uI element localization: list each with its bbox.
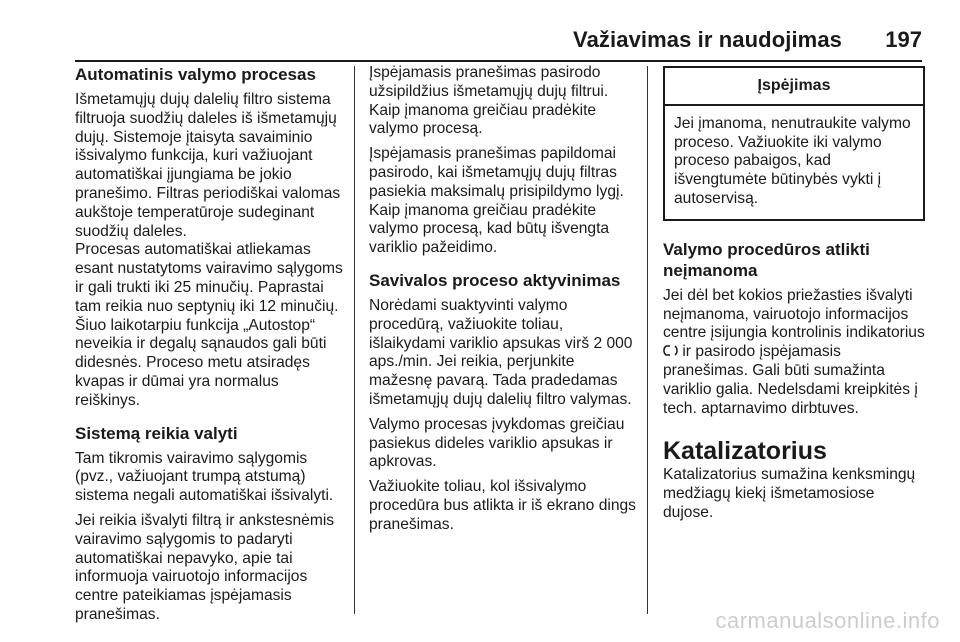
paragraph: Įspėjamasis pranešimas papildomai pasirodo, kai išmetamųjų dujų filtras pasiekia maksimalų prisipildymo lygį. Kaip įmanoma greičiau pradėkite valymo procesą, kad būtų išvengta variklio pažeidimo.	[369, 145, 624, 257]
engine-service-lamp-icon	[663, 344, 678, 357]
paragraph: Katalizatorius sumažina kenksmingų medžiagų kiekį išmetamosiose dujose.	[663, 466, 916, 521]
column-divider-1	[354, 66, 355, 614]
paragraph: Norėdami suaktyvinti valymo procedūrą, važiuokite toliau, išlaikydami variklio apsukas virš 2 000 aps./min. Jei reikia, perjunkite mažesnę pavarą. Tada pradedamas išmetamųjų dujų dalelių filtro valymas.	[369, 296, 633, 408]
page-header	[0, 0, 960, 60]
paragraph: Tam tikromis vairavimo sąlygomis (pvz., važiuojant trumpą atstumą) sistema negali automatiškai išsivalyti.	[75, 449, 334, 505]
paragraph: Važiuokite toliau, kol išsivalymo procedūra bus atlikta ir iš ekrano dings pranešimas.	[369, 478, 636, 533]
page-number: 197	[885, 27, 922, 52]
paragraph-text: Jei dėl bet kokios priežasties išvalyti neįmanoma, vairuotojo informacijos centre įsijungia kontrolinis indikatorius	[663, 286, 925, 342]
warning-title: Įspėjimas	[665, 68, 923, 106]
paragraph: Valymo procesas įvykdomas greičiau pasiekus dideles variklio apsukas ir apkrovas.	[369, 415, 625, 471]
warning-box	[663, 66, 925, 221]
column-2	[369, 64, 637, 535]
paragraph: Jei reikia išvalyti filtrą ir ankstesnėmis vairavimo sąlygomis to padaryti automatiškai nepavyko, apie tai informuoja vairuotojo informacijos centre pateikiamas įspėjamasis pranešimas.	[75, 511, 335, 623]
paragraph: Procesas automatiškai atliekamas esant nustatytoms vairavimo sąlygoms ir gali trukti iki 25 minučių. Paprastai tam reikia nuo septynių iki 12 minučių. Šiuo laikotarpiu funkcija „Autostop“ neveikia ir degalų sąnaudos gali būti didesnės. Proceso metu atsiradęs kvapas ir dūmai yra normalus reiškinys.	[75, 241, 343, 409]
column-divider-2	[647, 66, 648, 614]
paragraph-text: ir pasirodo įspėjamasis pranešimas. Gali būti sumažinta variklio galia. Nedelsdami kreipkitės į tech. aptarnavimo dirbtuves.	[663, 343, 918, 417]
section-heading-automatic-cleaning: Automatinis valymo procesas	[75, 65, 316, 84]
paragraph: Įspėjamasis pranešimas pasirodo užsipildžius išmetamųjų dujų filtrui. Kaip įmanoma greičiau pradėkite valymo procesą.	[369, 64, 609, 138]
paragraph: Išmetamųjų dujų dalelių filtro sistema filtruoja suodžių daleles iš išmetamųjų dujų. Sistemoje įtaisyta savaiminio išsivalymo funkcija, kuri važiuojant automatiškai įjungiama be jokio pranešimo. Filtras periodiškai valomas aukštoje temperatūroje sudeginant suodžių daleles.	[75, 91, 341, 240]
section-heading-cleaning-needed: Sistemą reikia valyti	[75, 423, 238, 443]
section-heading-catalytic-converter: Katalizatorius	[663, 437, 827, 466]
header-divider	[75, 60, 922, 62]
section-heading-self-cleaning-activation: Savivalos proceso aktyvinimas	[369, 270, 621, 290]
column-1	[75, 64, 347, 625]
column-3	[663, 64, 925, 523]
warning-text: Jei įmanoma, nenutraukite valymo proceso. Važiuokite iki valymo proceso pabaigos, kad išvengtumėte būtinybės vykti į autoservisą.	[674, 114, 911, 207]
watermark: carmanualsonline.info	[715, 608, 940, 633]
chapter-title: Važiavimas ir naudojimas	[573, 27, 842, 52]
section-heading-cleaning-impossible: Valymo procedūros atlikti neįmanoma	[663, 239, 870, 280]
paragraph	[663, 287, 925, 419]
